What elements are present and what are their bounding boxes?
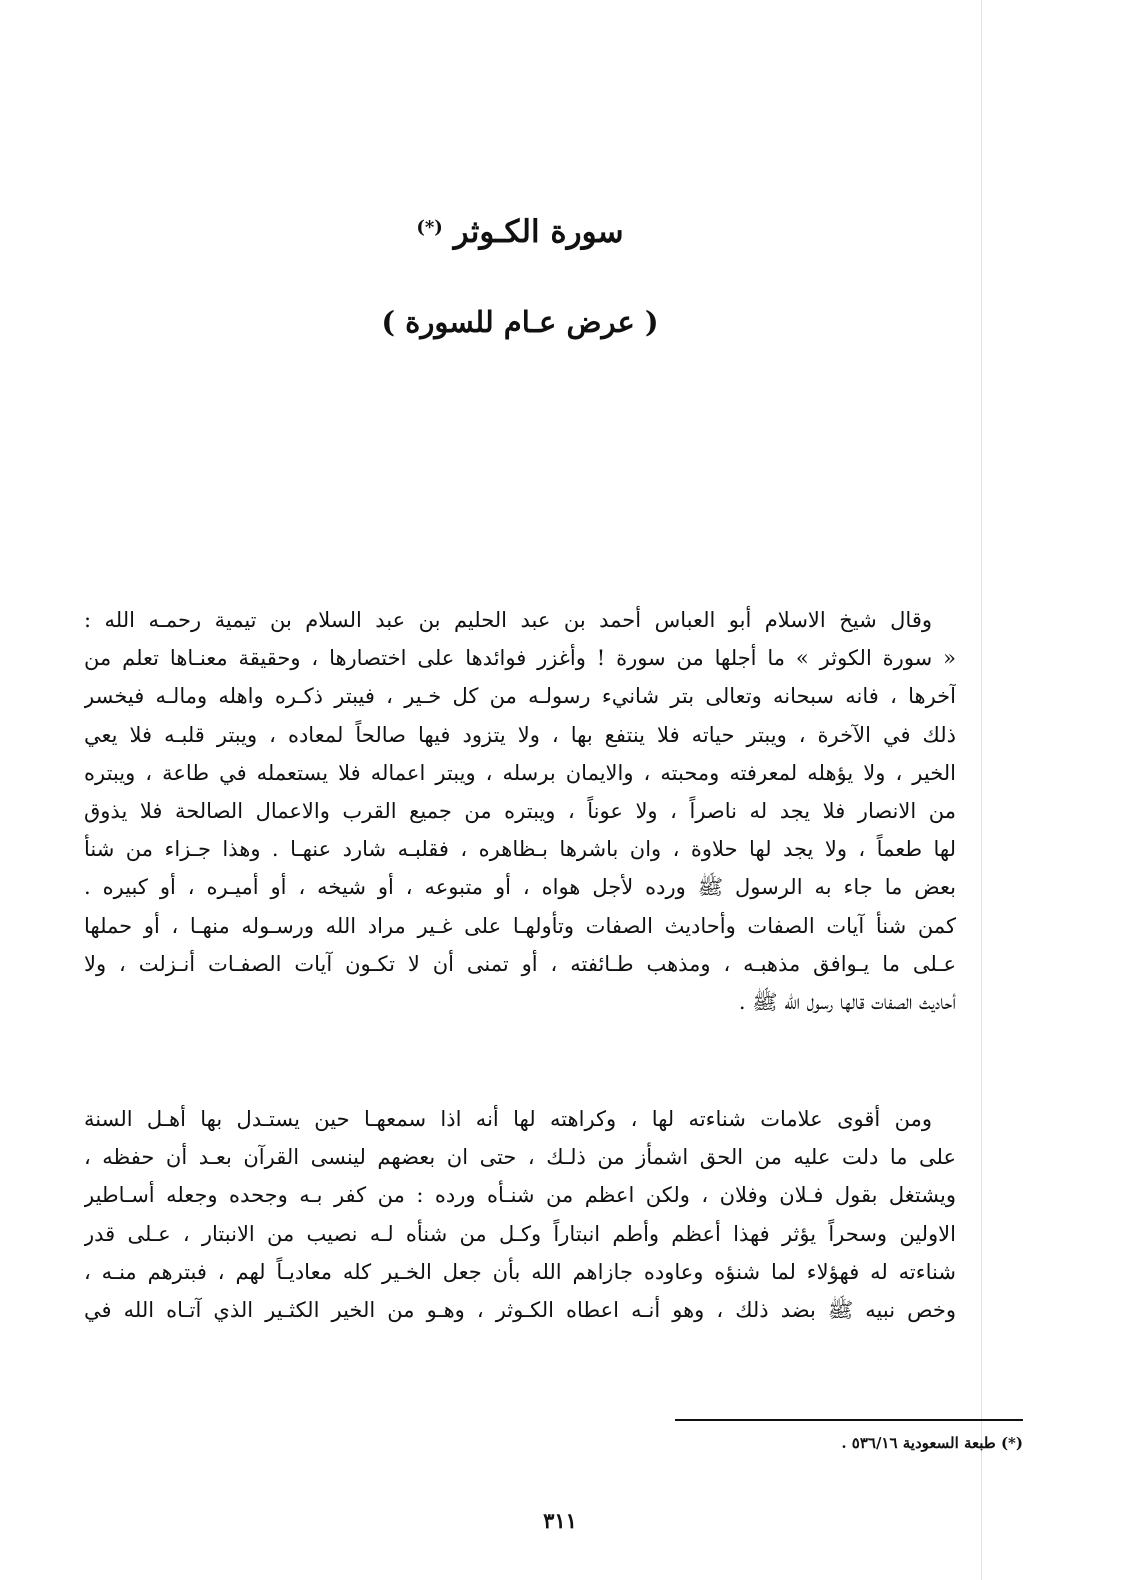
title-footnote-marker: (*): [416, 217, 443, 238]
footnote: (*) طبعة السعودية ٥٣٦/١٦ .: [841, 1434, 1023, 1452]
paragraph-1: [84, 601, 956, 1021]
text-line: « سورة الكوثر » ما أجلها من سورة ! وأغزر فوائدها على اختصارها ، وحقيقة معنـاها تعلم من: [84, 646, 956, 671]
title-text: سورة الكـوثر: [453, 214, 624, 250]
text-line: الاولين وسحراً يؤثر فهذا أعظم وأطم انبتاراً وكـل من شنأه لـه نصيب من الانبتار ، عـلى قدر: [84, 1221, 956, 1246]
text-line: آخرها ، فانه سبحانه وتعالى بتر شانيء رسولـه من كل خـير ، فيبتر ذكـره واهله ومالـه فيخسر: [84, 684, 956, 709]
text-line: شناءته له فهؤلاء لما شنؤه وعاوده جازاهم الله بأن جعل الخـير كله معاديـاً لهم ، فبترهم منـه ،: [84, 1259, 956, 1284]
scan-edge-line: [981, 0, 982, 1580]
text-line: وخص نبيه ﷺ بضد ذلك ، وهو أنـه اعطاه الكـوثر ، وهـو من الخير الكثـير الذي آتـاه الله في: [84, 1298, 956, 1323]
text-line: كمن شنأ آيات الصفات وأحاديث الصفات وتأولهـا على غـير مراد الله ورسـوله منهـا ، أو حملها: [84, 913, 956, 938]
footnote-divider: [675, 1419, 1023, 1421]
text-line: وقال شيخ الاسلام أبو العباس أحمد بن عبد الحليم بن عبد السلام بن تيمية رحمـه الله :: [84, 608, 932, 632]
page-number: ٣١١: [543, 1508, 577, 1533]
text-line: ويشتغل بقول فـلان وفلان ، ولكن اعظم من شنـأه ورده : من كفر بـه وجحده وجعله أسـاطير: [84, 1183, 956, 1208]
text-line: الخير ، ولا يؤهله لمعرفته ومحبته ، والايمان برسله ، ويبتر اعماله فلا يستعمله في طاعة ، ويبتره: [84, 760, 956, 785]
text-line: بعض ما جاء به الرسول ﷺ ورده لأجل هواه ، أو متبوعه ، أو شيخه ، أو أميـره ، أو كبيره .: [84, 875, 956, 900]
text-line: من الانصار فلا يجد له ناصراً ، ولا عوناً ، ويبتره من جميع القرب والاعمال الصالحة فلا يذوق: [84, 799, 956, 824]
text-line: عـلى ما يـوافق مذهبـه ، ومذهب طـائفته ، أو تمنى أن لا تكـون آيات الصفـات أنـزلت ، ولا: [84, 951, 956, 976]
text-line: أحاديث الصفات قالها رسول الله ﷺ .: [738, 990, 956, 1015]
text-line: ذلك في الآخرة ، ويبتر حياته فلا ينتفع بها ، ولا يتزود فيها صالحاً لمعاده ، ويبتر قلبـه فلا يعي: [84, 722, 956, 747]
text-line: على ما دلت عليه من الحق اشمأز من ذلـك ، حتى ان بعضهم لينسى القرآن بعـد أن حفظه ،: [84, 1145, 956, 1170]
text-line: لها طعماً ، ولا يجد لها حلاوة ، وان باشرها بـظاهره ، فقلبـه شارد عنهـا . وهذا جـزاء من شنأ: [84, 837, 956, 862]
text-line: ومن أقوى علامات شناءته لها ، وكراهته لها أنه اذا سمعهـا حين يستـدل بها أهـل السنة: [84, 1107, 932, 1131]
paragraph-2: [84, 1100, 956, 1329]
page-subtitle: ( عرض عـام للسورة ): [381, 305, 659, 339]
page-title: [100, 210, 940, 254]
